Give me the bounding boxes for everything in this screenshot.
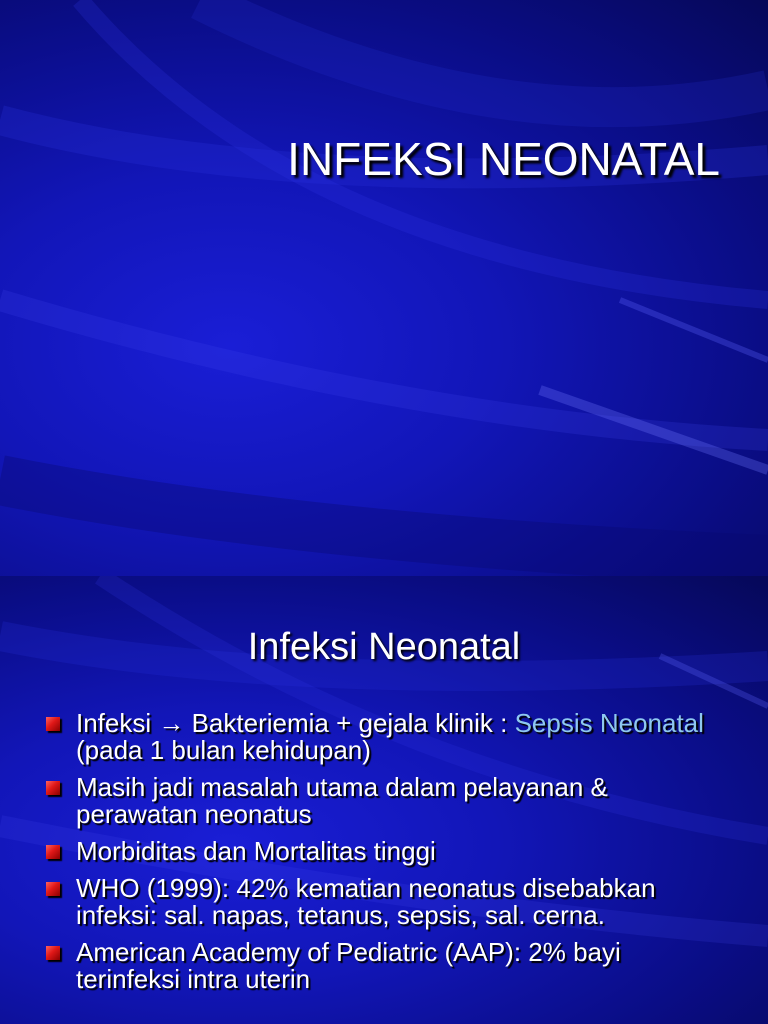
bullet-item — [0, 875, 768, 929]
bullet-item — [0, 939, 768, 993]
bullet-item — [0, 774, 768, 828]
bullet-text: American Academy of Pediatric (AAP): 2% bayi terinfeksi intra uterin — [76, 937, 621, 994]
slide-2 — [0, 576, 768, 1024]
red-square-bullet-icon — [46, 946, 60, 960]
red-square-bullet-icon — [46, 882, 60, 896]
bullet-text: Morbiditas dan Mortalitas tinggi — [76, 836, 436, 866]
bullet-text: (pada 1 bulan kehidupan) — [76, 735, 371, 765]
slide-title: Infeksi Neonatal — [247, 626, 521, 668]
bullet-text: Masih jadi masalah utama dalam pelayanan & perawatan neonatus — [76, 772, 608, 829]
bullet-item — [0, 710, 768, 764]
red-square-bullet-icon — [46, 717, 60, 731]
red-square-bullet-icon — [46, 845, 60, 859]
bullet-list — [0, 710, 768, 1003]
red-square-bullet-icon — [46, 781, 60, 795]
bullet-item — [0, 838, 768, 865]
bullet-text: Infeksi → Bakteriemia + gejala klinik : — [76, 708, 515, 738]
bullet-text: WHO (1999): 42% kematian neonatus disebabkan infeksi: sal. napas, tetanus, sepsis, sal. cerna. — [76, 873, 656, 930]
highlight-text: Sepsis Neonatal — [514, 708, 704, 738]
slide-title: INFEKSI NEONATAL — [287, 133, 720, 185]
